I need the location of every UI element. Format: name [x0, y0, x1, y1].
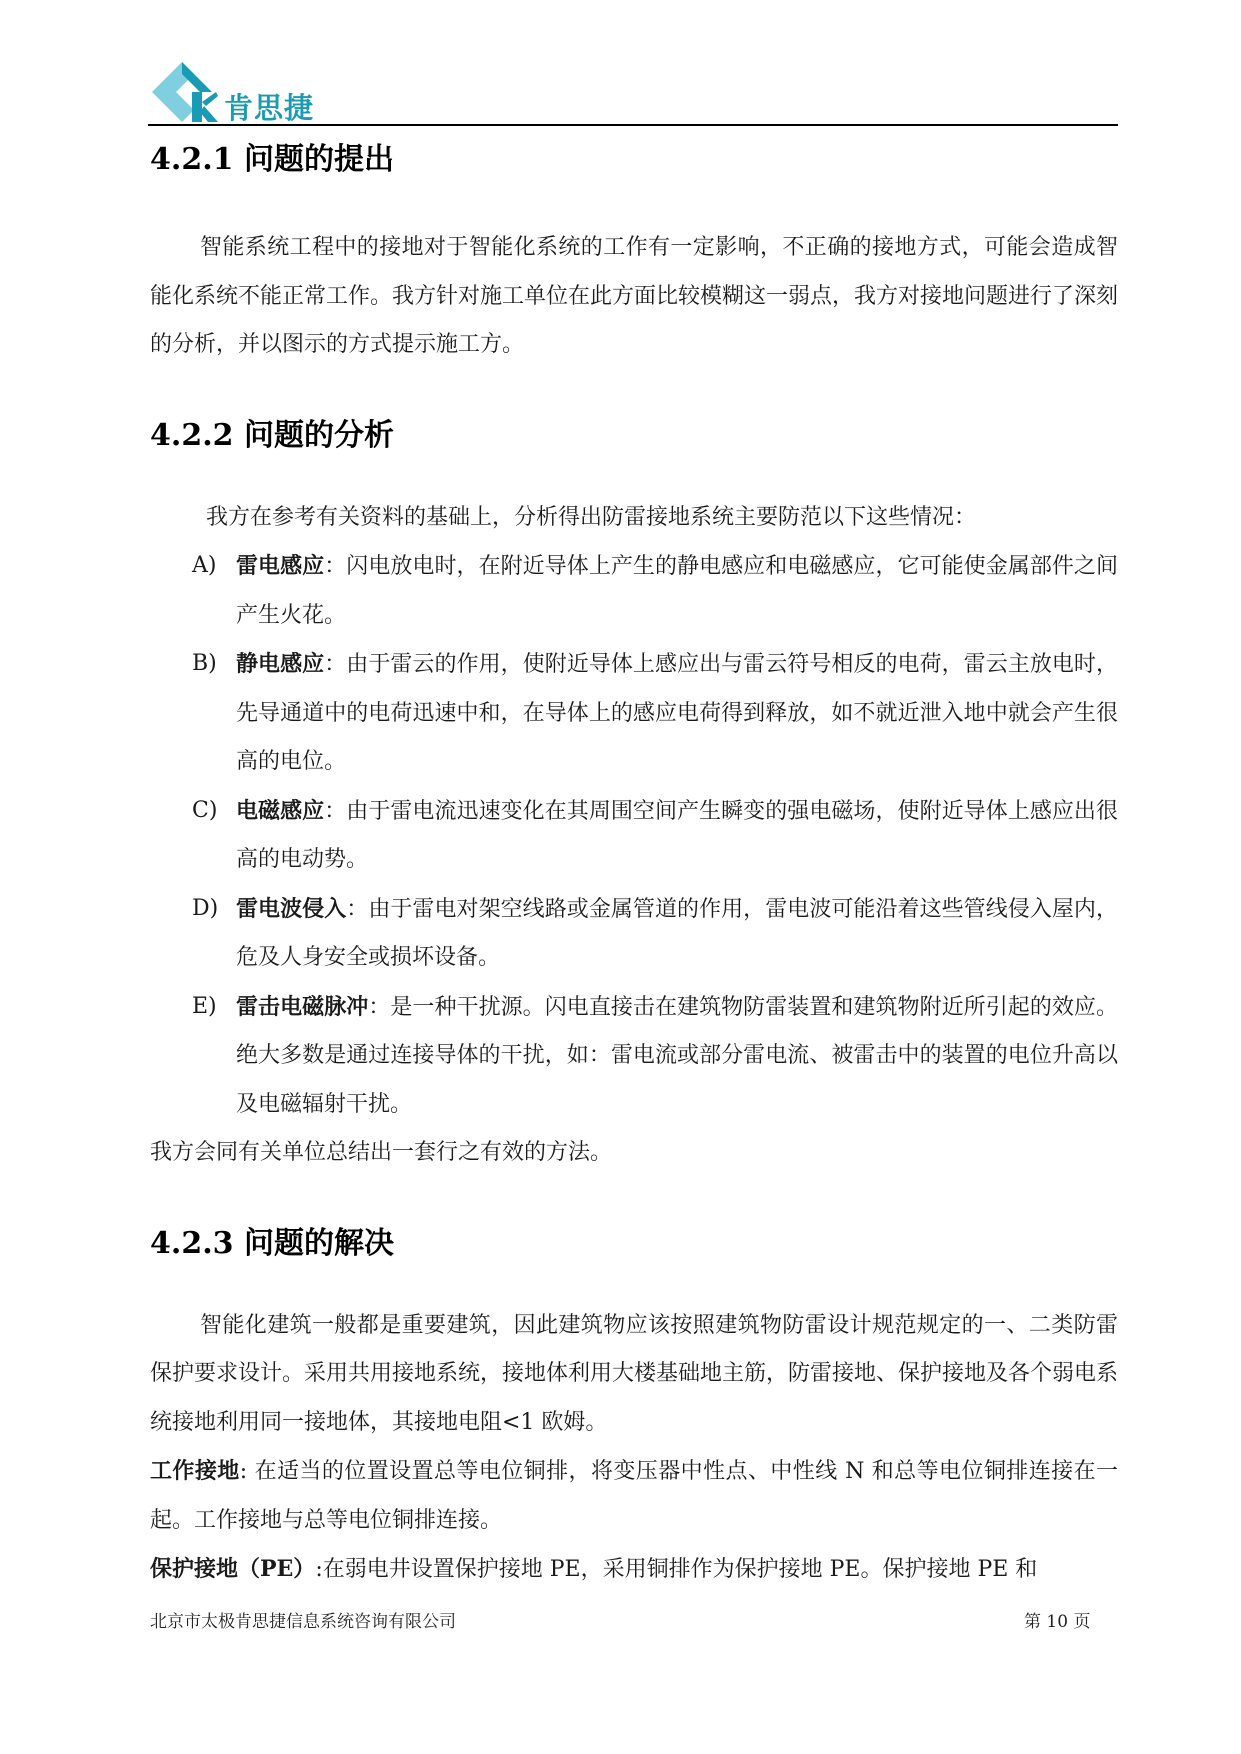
protect-ground-term: 保护接地（PE）: [150, 1556, 316, 1582]
page-header: [148, 62, 1118, 126]
list-item-term: 雷击电磁脉冲: [236, 993, 369, 1020]
protect-ground-sep: :: [315, 1557, 323, 1582]
list-item: [150, 983, 1118, 1130]
section-heading-4-2-2: 4.2.2 问题的分析: [150, 417, 394, 453]
list-item-term: 雷电波侵入: [236, 895, 347, 922]
list-item-label: A): [192, 553, 217, 578]
list-item-sep: ：: [368, 994, 391, 1020]
work-ground-term: 工作接地: [150, 1458, 240, 1484]
list-item-sep: ：: [346, 896, 369, 922]
protect-ground-text: 在弱电井设置保护接地 PE，采用铜排作为保护接地 PE。保护接地 PE 和: [322, 1557, 1038, 1582]
list-item-term: 电磁感应: [236, 797, 325, 824]
list-item: [150, 542, 1118, 640]
section-closing: 我方会同有关单位总结出一套行之有效的方法。: [150, 1140, 613, 1165]
list-item-sep: ：: [324, 798, 347, 824]
list-item: [150, 640, 1118, 787]
list-item-label: C): [192, 797, 218, 823]
list-item-label: B): [192, 651, 217, 676]
list-item-sep: ：: [324, 554, 347, 579]
list-item-label: D): [192, 895, 219, 921]
logo-mark-icon: [148, 62, 224, 124]
section-intro: 我方在参考有关资料的基础上，分析得出防雷接地系统主要防范以下这些情况：: [206, 504, 977, 530]
document-body: [150, 132, 1118, 1595]
company-logo: [148, 62, 348, 124]
list-item: [150, 787, 1118, 885]
list-item-text: 是一种干扰源。闪电直接击在建筑物防雷装置和建筑物附近所引起的效应。绝大多数是通过连接导体的干扰，如：雷电流或部分雷电流、被雷击中的装置的电位升高以及电磁辐射干扰。: [236, 994, 1118, 1117]
hazard-list: [150, 542, 1118, 1129]
protect-ground-paragraph: [150, 1545, 1118, 1595]
section-paragraph: 智能系统工程中的接地对于智能化系统的工作有一定影响，不正确的接地方式，可能会造成智能化系统不能正常工作。我方针对施工单位在此方面比较模糊这一弱点，我方对接地问题进行了深刻的分析，并以图示的方式提示施工方。: [150, 235, 1119, 357]
list-item-text: 由于雷电对架空线路或金属管道的作用，雷电波可能沿着这些管线侵入屋内，危及人身安全或损坏设备。: [236, 896, 1118, 970]
logo-text: 肯思捷: [224, 91, 315, 125]
list-item-term: 静电感应: [236, 651, 325, 677]
work-ground-text: 在适当的位置设置总等电位铜排，将变压器中性点、中性线 N 和总等电位铜排连接在一起。工作接地与总等电位铜排连接。: [150, 1459, 1118, 1533]
section-heading-4-2-1: 4.2.1 问题的提出: [150, 142, 394, 177]
list-item: [150, 885, 1118, 983]
list-item-label: E): [192, 993, 217, 1019]
list-item-term: 雷电感应: [236, 553, 325, 579]
list-item-text: 闪电放电时，在附近导体上产生的静电感应和电磁感应，它可能使金属部件之间产生火花。: [236, 554, 1118, 628]
footer-page-number: 第 10 页: [1024, 1612, 1091, 1632]
list-item-text: 由于雷云的作用，使附近导体上感应出与雷云符号相反的电荷，雷云主放电时，先导通道中的电荷迅速中和，在导体上的感应电荷得到释放，如不就近泄入地中就会产生很高的电位。: [236, 652, 1118, 774]
work-ground-paragraph: [150, 1447, 1118, 1545]
section-paragraph: 智能化建筑一般都是重要建筑，因此建筑物应该按照建筑物防雷设计规范规定的一、二类防雷保护要求设计。采用共用接地系统，接地体利用大楼基础地主筋，防雷接地、保护接地及各个弱电系统接地利用同一接地体，其接地电阻<1 欧姆。: [150, 1312, 1119, 1435]
work-ground-sep: :: [239, 1459, 255, 1484]
footer-company: 北京市太极肯思捷信息系统咨询有限公司: [150, 1612, 456, 1632]
header-divider: [148, 124, 1118, 126]
list-item-text: 由于雷电流迅速变化在其周围空间产生瞬变的强电磁场，使附近导体上感应出很高的电动势。: [236, 798, 1118, 872]
section-heading-4-2-3: 4.2.3 问题的解决: [150, 1225, 394, 1261]
list-item-sep: ：: [324, 652, 347, 677]
